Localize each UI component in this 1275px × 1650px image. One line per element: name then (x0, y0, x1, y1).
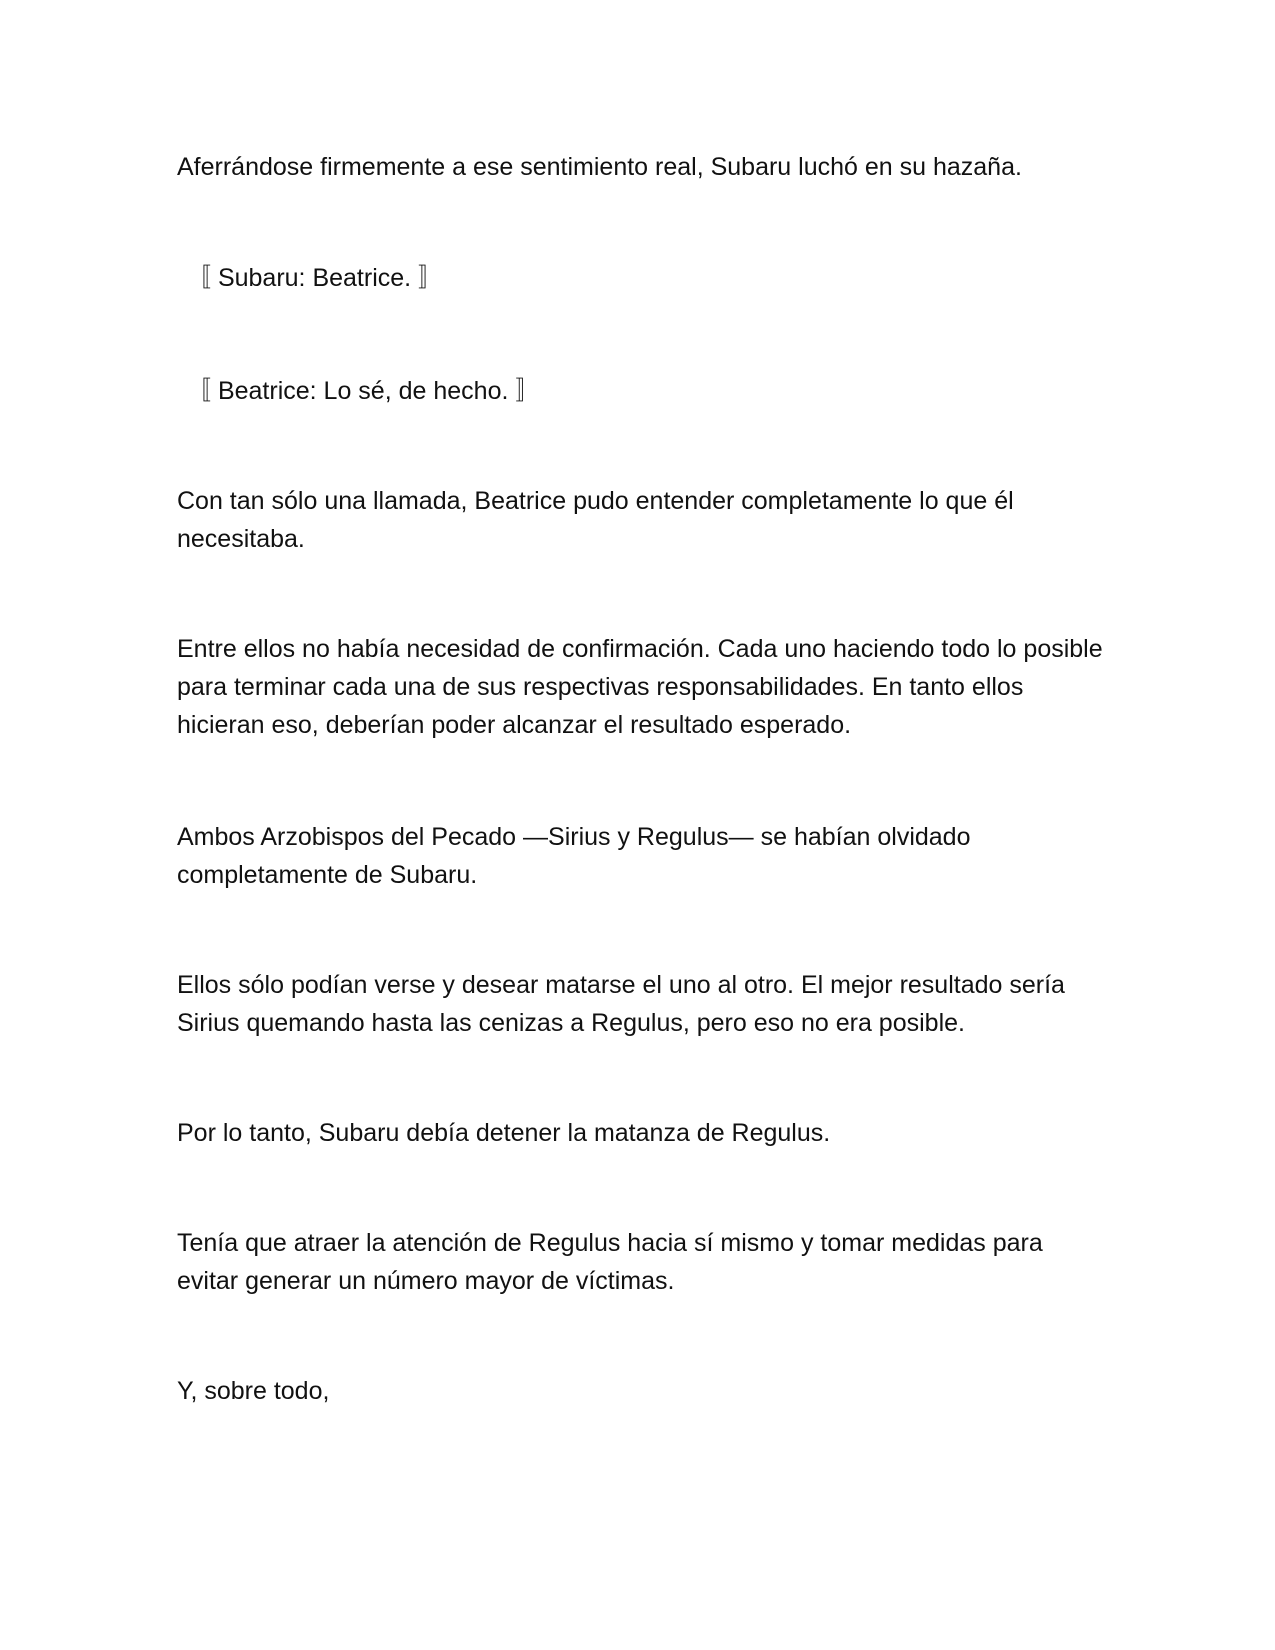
paragraph-3: Entre ellos no había necesidad de confirmación. Cada uno haciendo todo lo posible para terminar cada una de sus respectivas responsabilidades. En tanto ellos hicieran eso, deberían poder alcanzar el resultado esperado. (177, 635, 1103, 739)
paragraph-8: Y, sobre todo, (177, 1377, 330, 1405)
paragraph-1: Aferrándose firmemente a ese sentimiento real, Subaru luchó en su hazaña. (177, 153, 1022, 181)
paragraph-5: Ellos sólo podían verse y desear matarse el uno al otro. El mejor resultado sería Sirius quemando hasta las cenizas a Regulus, pero eso no era posible. (177, 971, 1065, 1037)
dialogue-line-beatrice: 〚 Beatrice: Lo sé, de hecho. 〛 (186, 377, 541, 405)
paragraph-7: Tenía que atraer la atención de Regulus hacia sí mismo y tomar medidas para evitar generar un número mayor de víctimas. (177, 1229, 1043, 1295)
paragraph-2: Con tan sólo una llamada, Beatrice pudo entender completamente lo que él necesitaba. (177, 487, 1014, 553)
dialogue-line-subaru: 〚 Subaru: Beatrice. 〛 (186, 264, 444, 292)
paragraph-4: Ambos Arzobispos del Pecado —Sirius y Regulus— se habían olvidado completamente de Subaru. (177, 823, 971, 889)
paragraph-6: Por lo tanto, Subaru debía detener la matanza de Regulus. (177, 1119, 831, 1147)
